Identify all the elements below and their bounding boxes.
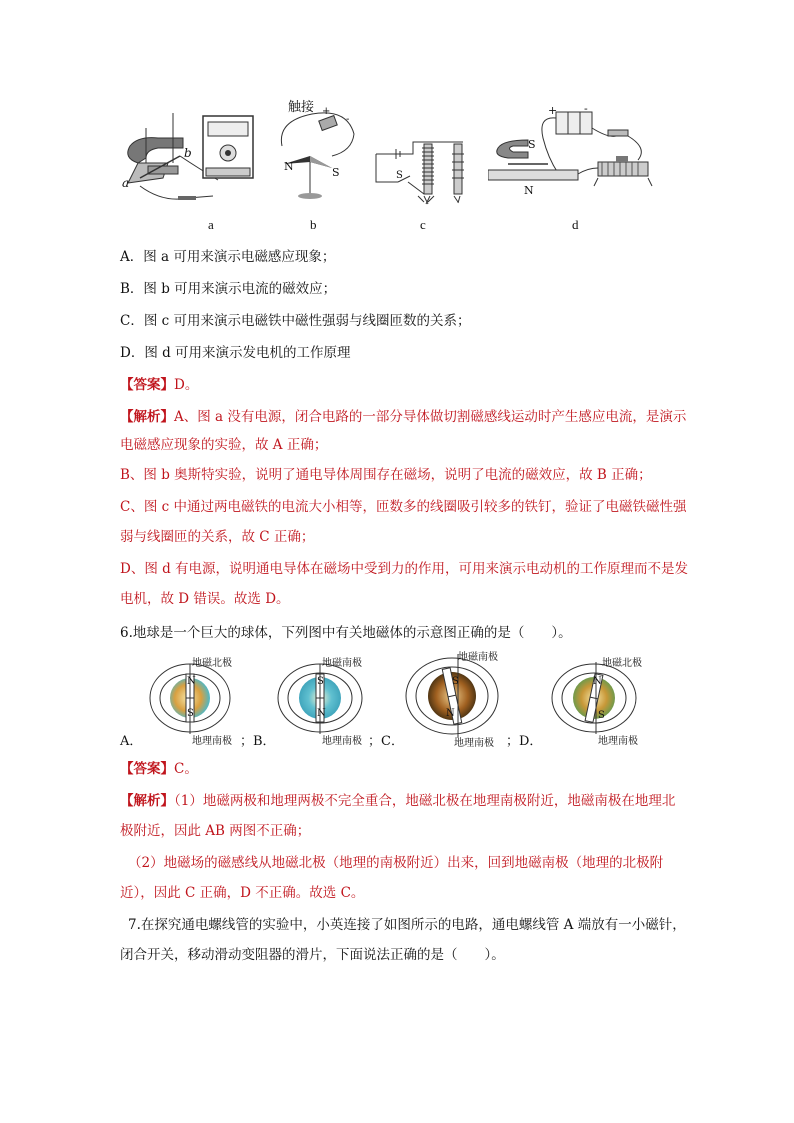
figure-c-caption: c [420, 217, 426, 232]
q6-answer-value: C。 [174, 761, 198, 777]
q6-answer [120, 760, 198, 778]
figure-a [118, 108, 258, 208]
q5-answer-tag: 【答案】 [120, 377, 174, 393]
q5-analysis-line-1 [120, 408, 686, 426]
q6-b-bottom-label: 地理南极 [322, 736, 362, 747]
q6-opt-a: A． [120, 734, 143, 749]
q5-analysis-line-6: D、图 d 有电源，说明通电导体在磁场中受到力的作用，可用来演示电动机的工作原理而不是发 [120, 561, 689, 577]
q6-analysis-line-3: （2）地磁场的磁感线从地磁北极（地理的南极附近）出来，回到地磁南极（地理的北极附 [128, 855, 664, 871]
figure-d-minus: - [584, 102, 588, 115]
q5-analysis-line-7: 电机，故 D 错误。故选 D。 [120, 591, 290, 607]
q6-a-top-label: 地磁北极 [192, 658, 232, 669]
figure-d-s: S [528, 138, 536, 151]
q6-a-upper: N [187, 676, 196, 687]
q6-b-lower: N [317, 708, 326, 719]
q7-line-1: 7.在探究通电螺线管的实验中，小英连接了如图所示的电路，通电螺线管 A 端放有一小磁针， [128, 917, 686, 933]
q7-line-2: 闭合开关，移动滑动变阻器的滑片，下面说法正确的是（ ）。 [120, 947, 505, 963]
figure-d-n: N [524, 184, 534, 197]
q6-figure-c [400, 648, 518, 749]
q6-a-lower: S [187, 708, 194, 719]
q5-answer-value: D。 [174, 377, 199, 393]
q6-analysis-tag: 【解析】 [120, 793, 174, 809]
figure-b-touch-label: 触接 [288, 100, 315, 115]
figure-c-drawing [368, 134, 478, 208]
figure-a-label-b: b [184, 146, 192, 160]
figure-b [272, 96, 362, 208]
figure-b-caption: b [310, 217, 317, 232]
q6-c-bottom-label: 地理南极 [454, 738, 494, 749]
q6-c-upper: S [452, 676, 459, 687]
q6-opt-c: ；C． [368, 734, 404, 749]
q6-d-lower: S [598, 710, 605, 721]
q5-analysis-line-4: C、图 c 中通过两电磁铁的电流大小相等，匝数多的线圈吸引较多的铁钉，验证了电磁铁磁性强 [120, 499, 687, 515]
figure-a-caption: a [208, 217, 214, 232]
q6-b-top-label: 地磁南极 [322, 658, 362, 669]
figure-b-n: N [284, 160, 294, 173]
figure-d-plus: + [548, 104, 558, 117]
figure-d-drawing [488, 98, 664, 208]
q5-option-b: B．图 b 可用来演示电流的磁效应； [120, 281, 337, 297]
q5-option-d: D．图 d 可用来演示发电机的工作原理 [120, 345, 351, 361]
q6-opt-d: ；D． [506, 734, 543, 749]
q6-b-upper: S [317, 676, 324, 687]
q6-analysis-line-1 [120, 792, 675, 810]
q6-stem: 6.地球是一个巨大的球体，下列图中有关地磁体的示意图正确的是（ ）。 [120, 625, 572, 641]
figure-b-plus: + [322, 106, 331, 117]
figure-a-label-a: a [122, 176, 130, 190]
q6-opt-b: ；B． [240, 734, 276, 749]
q6-c-lower: N [446, 708, 455, 719]
figure-c-s: S [396, 170, 403, 181]
q5-answer [120, 376, 198, 394]
q6-d-top-label: 地磁北极 [602, 658, 642, 669]
q5-option-c: C．图 c 可用来演示电磁铁中磁性强弱与线圈匝数的关系； [120, 313, 471, 329]
q6-figure-b [272, 654, 382, 747]
q5-analysis-line-5: 弱与线圈匝的关系，故 C 正确； [120, 529, 315, 545]
q6-analysis-line-2: 极附近，因此 AB 两图不正确； [120, 823, 311, 839]
q6-figure-d [546, 654, 658, 747]
figure-b-s: S [332, 166, 340, 179]
figure-d-caption: d [572, 217, 579, 232]
q5-analysis-text-1: A、图 a 没有电源，闭合电路的一部分导体做切割磁感线运动时产生感应电流，是演示 [174, 409, 687, 425]
figure-c [368, 134, 478, 208]
q6-analysis-text-1: （1）地磁两极和地理两极不完全重合，地磁北极在地理南极附近，地磁南极在地理北 [174, 793, 676, 809]
q6-analysis-line-4: 近），因此 C 正确，D 不正确。故选 C。 [120, 885, 365, 901]
figure-b-minus: - [346, 114, 350, 125]
q5-option-a: A．图 a 可用来演示电磁感应现象； [120, 249, 336, 265]
q6-answer-tag: 【答案】 [120, 761, 174, 777]
q6-d-upper: N [593, 676, 602, 687]
q6-d-bottom-label: 地理南极 [598, 736, 638, 747]
q6-c-top-label: 地磁南极 [458, 652, 498, 663]
q6-figure-a [146, 654, 250, 747]
q6-a-bottom-label: 地理南极 [192, 736, 232, 747]
q5-analysis-line-3: B、图 b 奥斯特实验，说明了通电导体周围存在磁场，说明了电流的磁效应，故 B 正确； [120, 467, 652, 483]
figure-d [488, 98, 664, 208]
q5-analysis-line-2: 电磁感应现象的实验，故 A 正确； [120, 437, 328, 453]
q5-analysis-tag: 【解析】 [120, 409, 174, 425]
figure-b-drawing [272, 96, 362, 208]
